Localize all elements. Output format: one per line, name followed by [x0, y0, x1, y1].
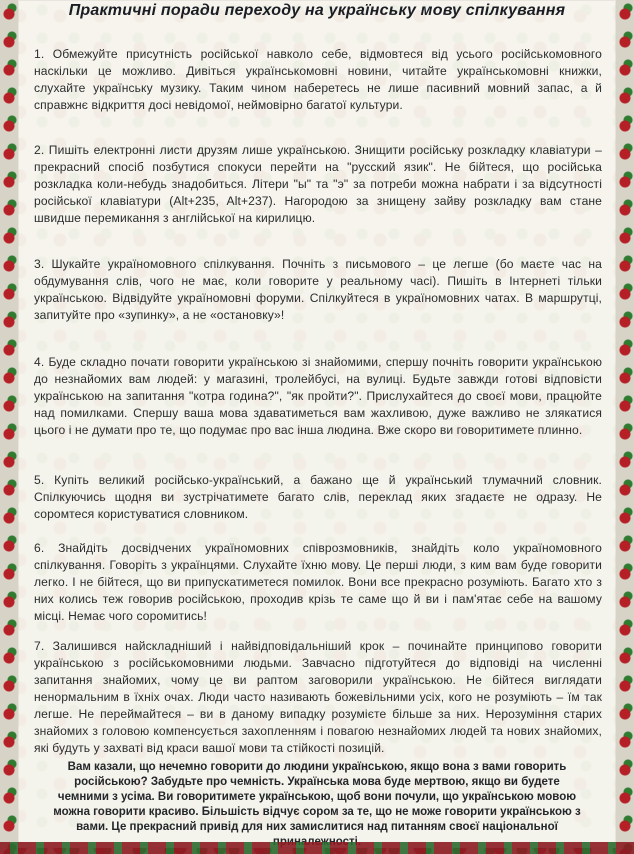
closing-note: Вам казали, що нечемно говорити до людини українською, якщо вона з вами говорить російською? Забудьте про чемність. Українська мова буде мертвою, якщо ви будете чемними з усіма. Ви говоритимете українською, щоб вони почули, що українською мовою можна говорити красиво. Більшість відчує сором за те, що не може говорити українською з вами. Це прекрасний привід для них замислитися над питанням своєї національної	[53, 760, 581, 833]
advice-2: 2. Пишіть електронні листи друзям лише українською. Знищити російську розкладку клавіатури – прекрасний спосіб позбутися спокуси перейти на "русский язик". Не бійтеся, що російська розкладка коли-небудь знадобиться. Літери "ы" та "э" за потреби можна набрати і за відсутності російської клавіатури (Alt+235, Alt+237). Нагородою за знищену зайву розкладку вам стане швидше перемикання з англійської на кирилицю.	[34, 143, 602, 226]
advice-1: 1. Обмежуйте присутність російської навколо себе, відмовтеся від усього російськомовного наскільки це можливо. Дивіться українськомовні новини, читайте українськомовні книжки, слухайте українську музику. Таким чином наберетесь не лише пасивний мовний запас, а й справжнє відкриття досі невідомої, неймовірно багатої культури.	[34, 47, 602, 113]
bottom-floral-border	[0, 842, 634, 854]
left-floral-border	[0, 0, 18, 854]
advice-3: 3. Шукайте україномовного спілкування. Почніть з письмового – це легше (бо маєте час на обдумування слів, чого не має, коли говорите у реальному часі). Пишіть в Інтернеті тільки українською. Відвідуйте україномовні форуми. Спілкуйтеся в україномовних чатах. В маршрутці, запитуйте про «зупинку», а не «остановку»!	[34, 257, 602, 323]
advice-5: 5. Купіть великий російсько-український, а бажано ще й український тлумачний словник. Спілкуючись щодня ви зустрічатимете багато слів, переклад яких згадаєте не одразу. Не соромтеся користуватися словником.	[34, 473, 602, 522]
advice-7: 7. Залишився найскладніший і найвідповідальніший крок – починайте принципово говорити українською з російськомовними людьми. Завчасно підготуйтеся до відповіді на численні запитання знайомих, чому це ви раптом заговорили українською. Не бійтеся виглядати ненормальним в їхніх очах. Люди часто називають божевільними усіх, кого не розуміють – їм так легше. Не переймайтеся – ви в даному випадку розумієте більше за них. Нерозуміння старих знайомих з головою компенсується захопленням і повагою незнайомих людей та нових знайомих, які будуть у захваті від краси вашої мови та стійкості позицій.	[34, 639, 602, 756]
poster-content	[18, 0, 616, 848]
advice-4: 4. Буде складно почати говорити українською зі знайомими, спершу почніть говорити українською до незнайомих вам людей: у магазині, тролейбусі, на вулиці. Будьте завжди готові відповісти українською на запитання "котра година?", "як пройти?". Прислухайтеся до своєї мови, працюйте над помилками. Спершу ваша мова здаватиметься вам жахливою, дуже важливо не злякатися цього і не думати про те, що подумає про вас інша людина. Вже скоро ви говоритимете плинно.	[34, 355, 602, 438]
page-title: Практичні поради переходу на українську мову спілкування	[68, 2, 566, 19]
advice-6: 6. Знайдіть досвідчених україномовних співрозмовників, знайдіть коло україномовного спілкування. Говоріть з українцями. Слухайте їхню мову. Це перші люди, з ким вам буде говорити легко. І не бійтеся, що ви припускатиметеся помилок. Вони все прекрасно розуміють. Багато хто з них колись теж говорив російською, проходив крізь те саме що й ви і пам'ятає себе на вашому місці. Немає чого соромитись!	[34, 541, 602, 624]
right-floral-border	[616, 0, 634, 854]
